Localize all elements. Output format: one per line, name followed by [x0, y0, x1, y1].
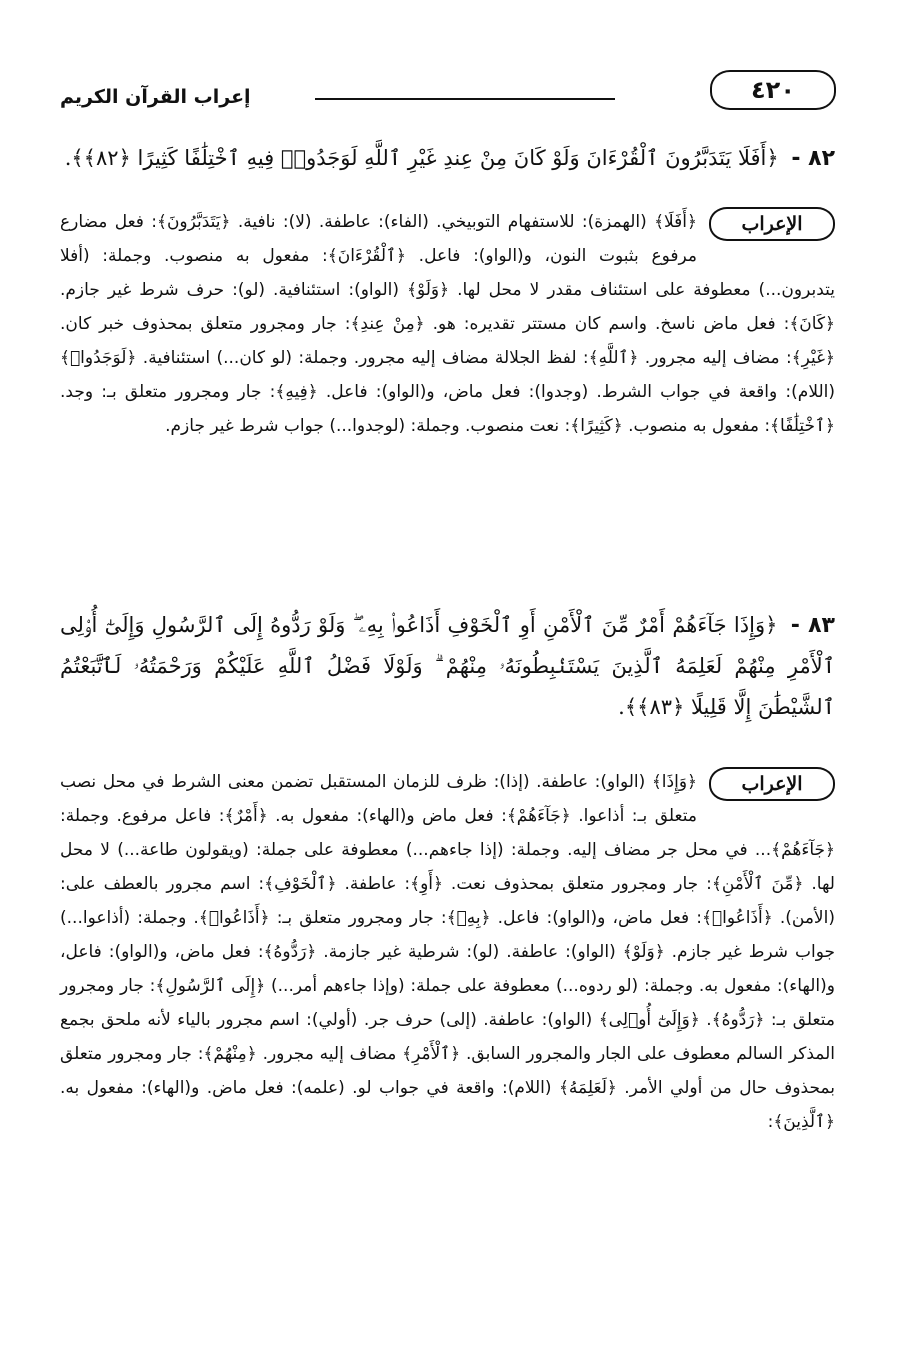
irab-text: ﴿أَفَلَا﴾ (الهمزة): للاستفهام التوبيخي. (الفاء): عاطفة. (لا): نافية. ﴿يَتَدَبَّرُونَ﴾: فعل مضارع مرفوع بثبوت النون، و(الواو): فاعل. ﴿ٱلْقُرْءَانَ﴾: مفعول به منصوب. وجملة: (أفلا يتدبرون...) معطوفة على استئناف مقدر لا محل لها. ﴿وَلَوْ﴾ (الواو): استئنافية. (لو): حرف شرط غير جازم. ﴿كَانَ﴾: فعل ماض ناسخ. واسم كان مستتر تقديره: هو. ﴿مِنْ عِندِ﴾: جار ومجرور متعلق بمحذوف خبر كان. ﴿غَيْرِ﴾: مضاف إليه مجرور. ﴿ٱللَّهِ﴾: لفظ الجلالة مضاف إليه مجرور. وجملة: (لو كان...) استئنافية. ﴿لَوَجَدُوا۟﴾ (اللام): واقعة في جواب الشرط. (وجدوا): فعل ماض، و(الواو): فاعل. ﴿فِيهِ﴾: جار ومجرور متعلق بـ: وجد. ﴿ٱخْتِلَٰفًا﴾: مفعول به منصوب. ﴿كَثِيرًا﴾: نعت منصوب. وجملة: (لوجدوا...) جواب شرط غير جازم.: [60, 212, 835, 436]
irab-text: ﴿وَإِذَا﴾ (الواو): عاطفة. (إذا): ظرف للزمان المستقبل تضمن معنى الشرط في محل نصب متعلق بـ: أذاعوا. ﴿جَآءَهُمْ﴾: فعل ماض و(الهاء): مفعول به. ﴿أَمْرٌ﴾: فاعل مرفوع. وجملة: ﴿جَآءَهُمْ﴾... في محل جر مضاف إليه. وجملة: (إذا جاءهم...) معطوفة على جملة: (ويقولون طاعة...) لا محل لها. ﴿مِّنَ ٱلْأَمْنِ﴾: جار ومجرور متعلق بمحذوف نعت. ﴿أَوِ﴾: عاطفة. ﴿ٱلْخَوْفِ﴾: اسم مجرور بالعطف على: (الأمن). ﴿أَذَاعُوا۟﴾: فعل ماض، و(الواو): فاعل. ﴿بِهِۦ﴾: جار ومجرور متعلق بـ: ﴿أَذَاعُوا۟﴾. وجملة: (أذاعوا...) جواب شرط غير جازم. ﴿وَلَوْ﴾ (الواو): عاطفة. (لو): شرطية غير جازمة. ﴿رَدُّوهُ﴾: فعل ماض، و(الواو): فاعل، و(الهاء): مفعول به. وجملة: (لو ردوه...) معطوفة على جملة: (وإذا جاءهم أمر...) ﴿إِلَى ٱلرَّسُولِ﴾: جار ومجرور متعلق بـ: ﴿رَدُّوهُ﴾. ﴿وَإِلَىٰٓ أُو۟لِى﴾ (الواو): عاطفة. (إلى) حرف جر. (أولي): اسم مجرور بالياء لأنه ملحق بجمع المذكر السالم معطوف على الجار والمجرور السابق. ﴿ٱلْأَمْرِ﴾ مضاف إليه مجرور. ﴿مِنْهُمْ﴾: جار ومجرور متعلق بمحذوف حال من أولي الأمر. ﴿لَعَلِمَهُ﴾ (اللام): واقعة في جواب لو. (علمه): فعل ماض. و(الهاء): مفعول به. ﴿ٱلَّذِينَ﴾:: [60, 772, 835, 1132]
verse-82: [60, 138, 835, 179]
irab-83: [60, 765, 835, 1139]
irab-label: الإعراب: [709, 207, 835, 241]
page-header: [60, 60, 830, 110]
verse-text: ﴿أَفَلَا يَتَدَبَّرُونَ ٱلْقُرْءَانَ وَلَوْ كَانَ مِنْ عِندِ غَيْرِ ٱللَّهِ لَوَجَدُوا۟ فِيهِ ٱخْتِلَٰفًا كَثِيرًا ﴿٨٢﴾﴾.: [64, 146, 779, 170]
verse-text: ﴿وَإِذَا جَآءَهُمْ أَمْرٌ مِّنَ ٱلْأَمْنِ أَوِ ٱلْخَوْفِ أَذَاعُوا۟ بِهِۦ ۖ وَلَوْ رَدُّوهُ إِلَى ٱلرَّسُولِ وَإِلَىٰٓ أُو۟لِى ٱلْأَمْرِ مِنْهُمْ لَعَلِمَهُ ٱلَّذِينَ يَسْتَنۢبِطُونَهُۥ مِنْهُمْ ۗ وَلَوْلَا فَضْلُ ٱللَّهِ عَلَيْكُمْ وَرَحْمَتُهُۥ لَٱتَّبَعْتُمُ ٱلشَّيْطَٰنَ إِلَّا قَلِيلًا ﴿٨٣﴾﴾.: [60, 613, 835, 719]
book-title: إعراب القرآن الكريم: [60, 86, 251, 108]
verse-number: ٨٢ -: [791, 146, 835, 171]
verse-number: ٨٣ -: [790, 613, 835, 638]
irab-82: [60, 205, 835, 443]
header-rule: [315, 98, 615, 100]
page-number: ٤٢٠: [710, 70, 836, 110]
verse-83: [60, 605, 835, 728]
irab-label: الإعراب: [709, 767, 835, 801]
